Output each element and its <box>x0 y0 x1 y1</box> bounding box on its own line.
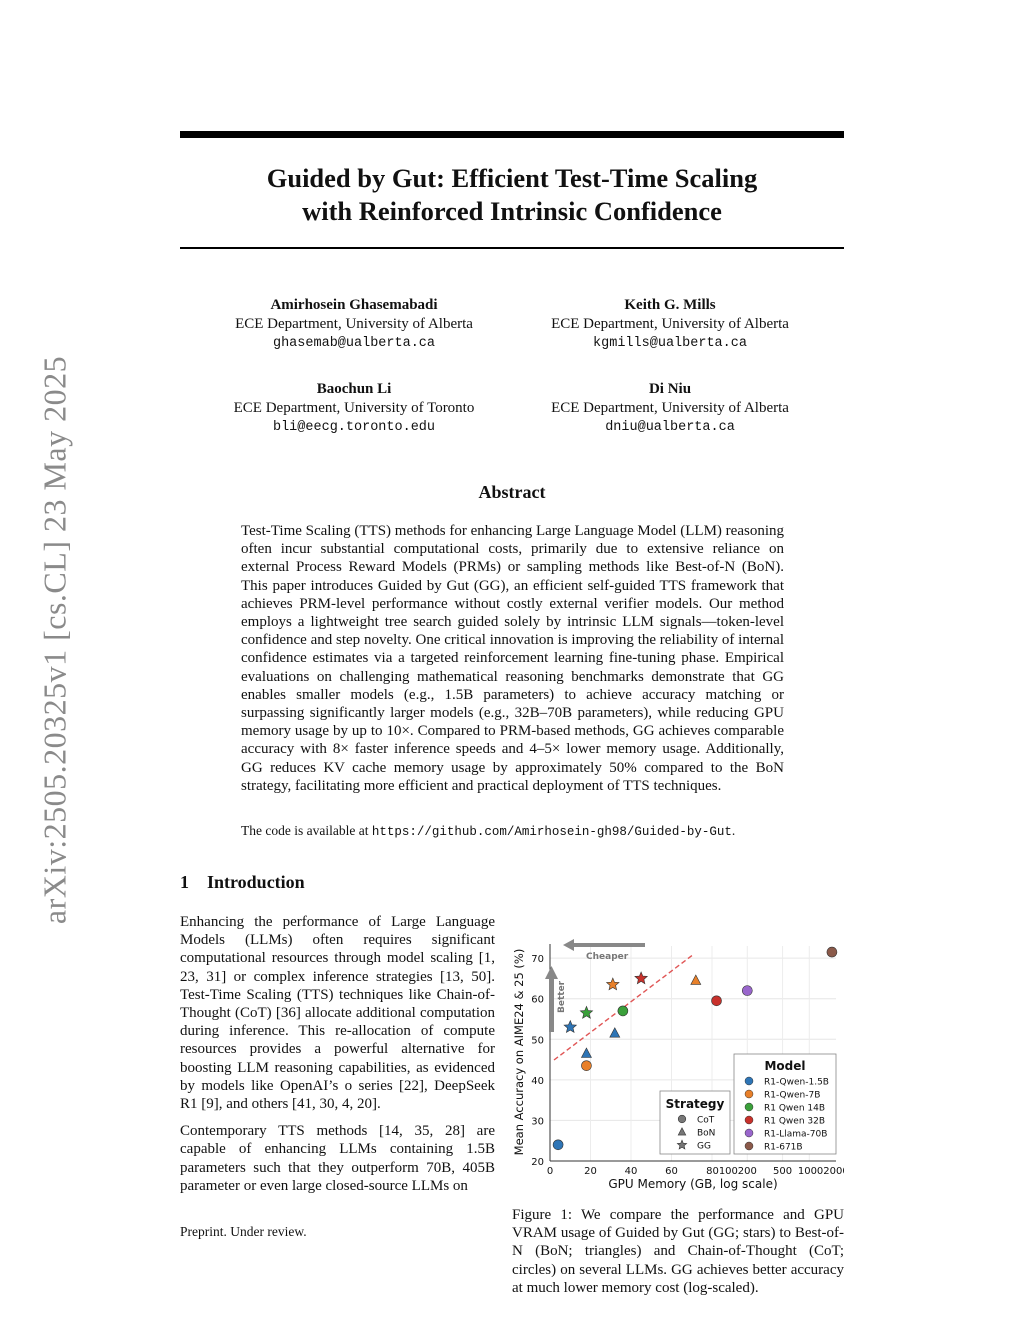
y-tick-label: 30 <box>531 1116 544 1128</box>
model-legend-marker <box>745 1090 753 1098</box>
author-email[interactable]: dniu@ualberta.ca <box>605 420 735 435</box>
author-name: Di Niu <box>648 381 692 397</box>
code-suffix: . <box>731 823 736 838</box>
x-tick-label: 0 <box>546 1166 554 1177</box>
x-tick-label: 80100 <box>706 1166 738 1177</box>
intro-paragraph-1: Enhancing the performance of Large Language Models (LLMs) often requires significant computational resources through model scaling [1, 23, 31] or complex inference strategies [13, 50]. Test-Time Scaling (TTS) techniques like Chain-of-Thought (CoT) [36] allocate additional computation during inference. This re-allocation of compute resources provides a powerful alternative for boosting LLM reasoning capabilities, as evidenced by models like OpenAI’s o series [22], DeepSeek R1 [9], and others [41, 30, 4, 20]. <box>180 914 495 1113</box>
title-line-1: Guided by Gut: Efficient Test-Time Scaling <box>266 163 758 193</box>
author-affiliation: ECE Department, University of Toronto <box>233 400 475 416</box>
model-legend-marker <box>745 1116 753 1124</box>
strategy-legend-label: BoN <box>697 1128 716 1139</box>
model-legend-label: R1-Llama-70B <box>764 1129 828 1140</box>
data-point-bon <box>691 975 701 985</box>
model-legend-label: R1-Qwen-1.5B <box>764 1077 829 1088</box>
strategy-legend-label: CoT <box>697 1115 715 1126</box>
author-email[interactable]: bli@eecg.toronto.edu <box>272 420 436 435</box>
model-legend-marker <box>745 1142 753 1150</box>
data-point-cot <box>553 1140 563 1150</box>
data-point-cot <box>742 986 752 996</box>
author-email[interactable]: ghasemab@ualberta.ca <box>272 336 436 351</box>
model-legend-label: R1-671B <box>764 1142 803 1153</box>
model-legend-label: R1 Qwen 14B <box>764 1103 826 1114</box>
figure-caption: Figure 1: We compare the performance and GPU VRAM usage of Guided by Gut (GG; stars) to Best-of-N (BoN; triangles) and Chain-of-Thought (CoT; circles) on several LLMs. GG achieves better accuracy at much lower memory cost (log-scaled). <box>512 1207 844 1296</box>
model-legend-title: Model <box>764 1059 806 1073</box>
y-tick-label: 20 <box>531 1157 544 1168</box>
model-legend-marker <box>745 1077 753 1085</box>
author-email[interactable]: kgmills@ualberta.ca <box>593 336 747 351</box>
data-point-cot <box>712 996 722 1006</box>
data-point-gg <box>607 978 619 990</box>
x-tick-label: 40 <box>624 1166 638 1177</box>
author-block-1 <box>189 296 519 353</box>
data-point-cot <box>827 947 837 957</box>
strategy-legend-marker <box>678 1115 686 1123</box>
x-tick-labels <box>547 1166 844 1177</box>
better-label: Better <box>557 980 567 1013</box>
x-tick-label: 60 <box>665 1166 678 1177</box>
x-tick-label: 500 <box>773 1166 793 1177</box>
y-tick-label: 70 <box>531 954 544 966</box>
arxiv-identifier: arXiv:2505.20325v1 [cs.CL] 23 May 2025 <box>36 355 73 925</box>
y-tick-label: 60 <box>531 994 544 1006</box>
title-bottom-rule <box>180 247 844 249</box>
data-point-bon <box>581 1048 591 1058</box>
code-availability <box>241 822 801 841</box>
cheaper-label: Cheaper <box>586 952 629 962</box>
scatter-chart <box>508 936 844 1198</box>
y-tick-label: 50 <box>531 1035 544 1047</box>
x-tick-label: 10002000 <box>797 1166 844 1177</box>
data-point-bon <box>610 1028 620 1038</box>
model-legend-marker <box>745 1103 753 1111</box>
data-point-cot <box>581 1061 591 1071</box>
data-point-cot <box>618 1006 628 1016</box>
abstract-heading: Abstract <box>478 482 546 502</box>
author-block-3 <box>189 380 519 437</box>
author-affiliation: ECE Department, University of Alberta <box>551 316 789 332</box>
model-legend-label: R1 Qwen 32B <box>764 1116 826 1127</box>
y-tick-labels <box>531 954 544 1168</box>
data-point-gg <box>635 972 647 984</box>
author-affiliation: ECE Department, University of Alberta <box>235 316 473 332</box>
section-title: Introduction <box>207 872 305 892</box>
title-line-2: with Reinforced Intrinsic Confidence <box>302 196 722 226</box>
section-heading <box>180 872 305 893</box>
code-prefix: The code is available at <box>241 823 372 838</box>
x-tick-label: 20 <box>584 1166 597 1177</box>
model-legend-label: R1-Qwen-7B <box>764 1090 821 1101</box>
paper-title <box>180 162 844 228</box>
x-tick-label: 200 <box>737 1166 757 1177</box>
strategy-legend-label: GG <box>697 1141 711 1152</box>
y-tick-label: 40 <box>531 1075 544 1087</box>
author-block-2 <box>505 296 835 353</box>
strategy-legend <box>660 1091 730 1154</box>
strategy-legend-title: Strategy <box>665 1097 725 1111</box>
title-top-rule <box>180 131 844 138</box>
model-legend-marker <box>745 1129 753 1137</box>
introduction-text <box>180 913 495 1204</box>
section-number: 1 <box>180 872 189 892</box>
author-name: Amirhosein Ghasemabadi <box>270 297 438 313</box>
code-link[interactable]: https://github.com/Amirhosein-gh98/Guided-by-Gut <box>371 825 732 839</box>
footer-note: Preprint. Under review. <box>180 1224 307 1239</box>
data-point-gg <box>564 1021 576 1033</box>
author-affiliation: ECE Department, University of Alberta <box>551 400 789 416</box>
author-name: Keith G. Mills <box>624 297 716 313</box>
author-name: Baochun Li <box>316 381 392 397</box>
figure-1 <box>508 936 844 1203</box>
intro-paragraph-2: Contemporary TTS methods [14, 35, 28] are capable of enhancing LLMs containing 1.5B parameters such that they outperform 70B, 405B parameter or even large closed-source LLMs on <box>180 1123 495 1194</box>
author-block-4 <box>505 380 835 437</box>
model-legend <box>734 1054 836 1154</box>
y-axis-label: Mean Accuracy on AIME24 & 25 (%) <box>512 948 526 1156</box>
abstract-text: Test-Time Scaling (TTS) methods for enhancing Large Language Model (LLM) reasoning often incur substantial computational costs, primarily due to extensive reliance on external Process Reward Models (PRMs) or sampling methods like Best-of-N (BoN). This paper introduces Guided by Gut (GG), an efficient self-guided TTS framework that achieves PRM-level performance without costly external verifier models. Our method employs a lightweight tree search guided solely by intrinsic LLM signals—token-level confidence and step novelty. One critical innovation is improving the reliability of internal confidence estimates via a targeted reinforcement learning fine-tuning phase. Empirical evaluations on challenging mathematical reasoning benchmarks demonstrate that GG enables smaller models (e.g., 1.5B parameters) to achieve accuracy matching or surpassing significantly larger models (e.g., 32B–70B parameters), while reducing GPU memory usage by up to 10×. Compared to PRM-based methods, GG achieves comparable accuracy with 8× faster inference speeds and 4–5× lower memory usage. Additionally, GG reduces KV cache memory usage by approximately 50% compared to the BoN strategy, facilitating more efficient and practical deployment of TTS techniques. <box>241 523 784 794</box>
x-axis-label: GPU Memory (GB, log scale) <box>608 1177 778 1191</box>
